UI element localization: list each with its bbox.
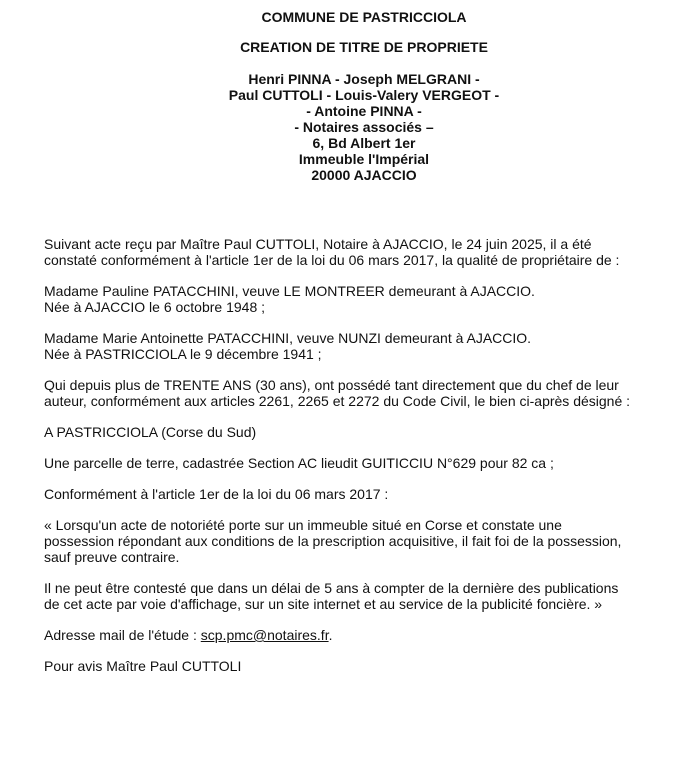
notice-body [44,236,689,689]
text-line: Madame Pauline PATACCHINI, veuve LE MONTREER demeurant à AJACCIO. [44,283,535,299]
location-paragraph: A PASTRICCIOLA (Corse du Sud) [44,424,257,440]
text-line: Madame Marie Antoinette PATACCHINI, veuve NUNZI demeurant à AJACCIO. [44,330,532,346]
closing-line: Pour avis Maître Paul CUTTOLI [44,658,242,674]
notary-associates-line: - Notaires associés – [294,119,434,135]
text-line: auteur, conformément aux articles 2261, 2265 et 2272 du Code Civil, le bien ci-après désigné : [44,393,631,409]
email-label: Adresse mail de l'étude : [44,627,201,643]
text-line: Suivant acte reçu par Maître Paul CUTTOLI, Notaire à AJACCIO, le 24 juin 2025, il a été [44,236,592,252]
law-quote-paragraph-1 [44,517,689,565]
email-suffix: . [328,627,333,643]
act-intro-paragraph [44,236,689,268]
email-paragraph [44,627,689,643]
law-quote-paragraph-2 [44,580,689,612]
text-line: Il ne peut être contesté que dans un délai de 5 ans à compter de la dernière des publications [44,580,619,596]
commune-title: COMMUNE DE PASTRICCIOLA [261,9,467,25]
text-line: sauf preuve contraire. [44,549,180,565]
text-line: « Lorsqu'un acte de notoriété porte sur un immeuble situé en Corse et constate une [44,517,562,533]
text-line: Née à AJACCIO le 6 octobre 1948 ; [44,299,266,315]
text-line: Née à PASTRICCIOLA le 9 décembre 1941 ; [44,346,322,362]
notary-names-line-2: Paul CUTTOLI - Louis-Valery VERGEOT - [228,87,500,103]
office-building: Immeuble l'Impérial [298,151,430,167]
possession-paragraph [44,377,689,409]
text-line: constaté conformément à l'article 1er de la loi du 06 mars 2017, la qualité de propriétaire de : [44,252,620,268]
text-line: possession répondant aux conditions de la prescription acquisitive, il fait foi de la possession, [44,533,622,549]
email-link[interactable]: scp.pmc@notaires.fr [200,627,329,643]
notary-office-block [0,71,700,183]
parcel-paragraph: Une parcelle de terre, cadastrée Section AC lieudit GUITICCIU N°629 pour 82 ca ; [44,455,554,471]
notice-subtitle: CREATION DE TITRE DE PROPRIETE [240,39,488,55]
owner-2-paragraph [44,330,689,362]
notary-names-line-1: Henri PINNA - Joseph MELGRANI - [248,71,480,87]
text-line: de cet acte par voie d'affichage, sur un site internet et au service de la publicité foncière. » [44,596,603,612]
owner-1-paragraph [44,283,689,315]
office-city: 20000 AJACCIO [311,167,417,183]
notice-header [0,9,700,183]
law-reference-paragraph: Conformément à l'article 1er de la loi du 06 mars 2017 : [44,486,389,502]
text-line: Qui depuis plus de TRENTE ANS (30 ans), ont possédé tant directement que du chef de leur [44,377,619,393]
office-street-address: 6, Bd Albert 1er [312,135,416,151]
notary-names-line-3: - Antoine PINNA - [306,103,422,119]
